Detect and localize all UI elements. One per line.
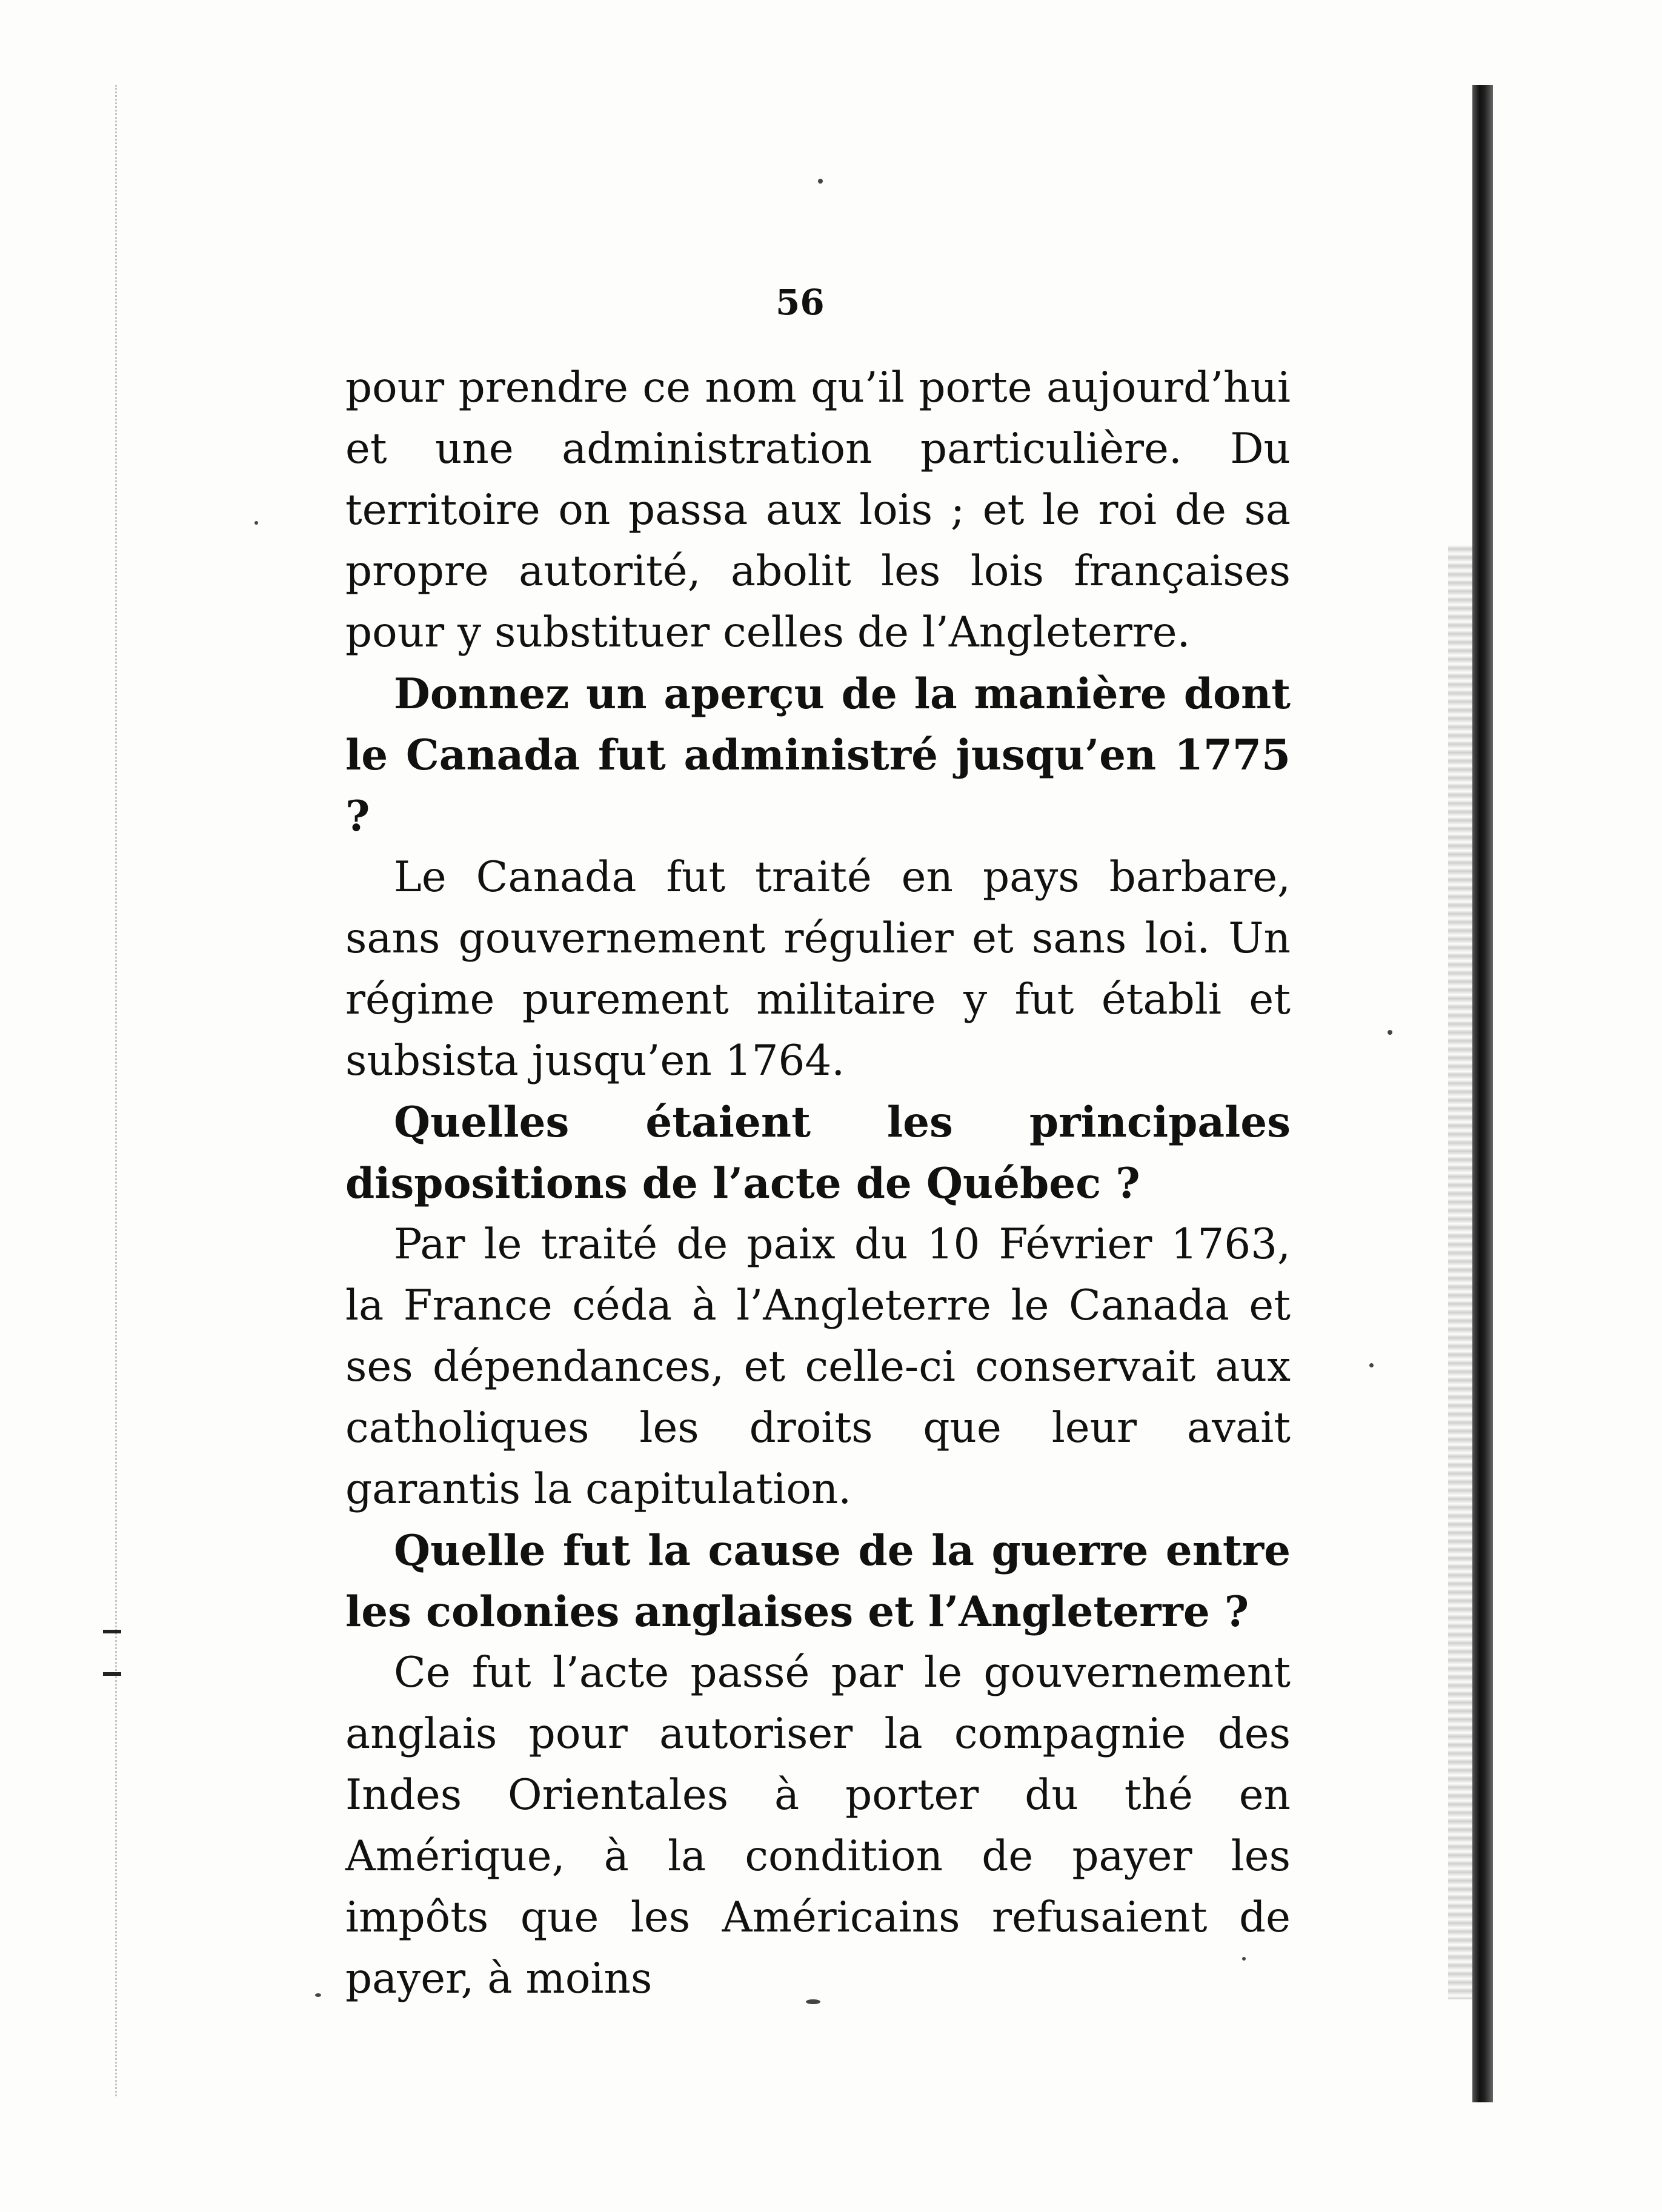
question-paragraph: Quelles étaient les principales dispositions de l’acte de Québec ? [345, 1098, 1291, 1208]
question-paragraph: Donnez un aperçu de la manière dont le Canada fut administré jusqu’en 1775 ? [345, 669, 1291, 841]
left-margin-bleed [115, 85, 141, 2096]
body-text [345, 357, 1291, 2010]
left-margin-mark [103, 1672, 121, 1676]
answer-paragraph: Par le traité de paix du 10 Février 1763, la France céda à l’Angleterre le Canada et ses dépendances, et celle-ci conservait aux catholiques les droits que leur avait garantis la capitulation. [345, 1220, 1291, 1513]
question-paragraph: Quelle fut la cause de la guerre entre les colonies anglaises et l’Angleterre ? [345, 1526, 1291, 1636]
page-number: 56 [776, 282, 825, 323]
left-margin-mark [103, 1630, 121, 1633]
book-spine-edge [1472, 85, 1493, 2102]
answer-paragraph: pour prendre ce nom qu’il porte aujourd’hui et une administration particulière. Du territoire on passa aux lois ; et le roi de sa propre autorité, abolit les lois françaises pour y substituer celles de l’Angleterre. [345, 364, 1291, 657]
answer-paragraph: Ce fut l’acte passé par le gouvernement anglais pour autoriser la compagnie des Indes Orientales à porter du thé en Amérique, à la condition de payer les impôts que les Américains refusaient de payer, à moins [345, 1649, 1291, 2003]
answer-paragraph: Le Canada fut traité en pays barbare, sans gouvernement régulier et sans loi. Un régime purement militaire y fut établi et subsista jusqu’en 1764. [345, 853, 1291, 1085]
